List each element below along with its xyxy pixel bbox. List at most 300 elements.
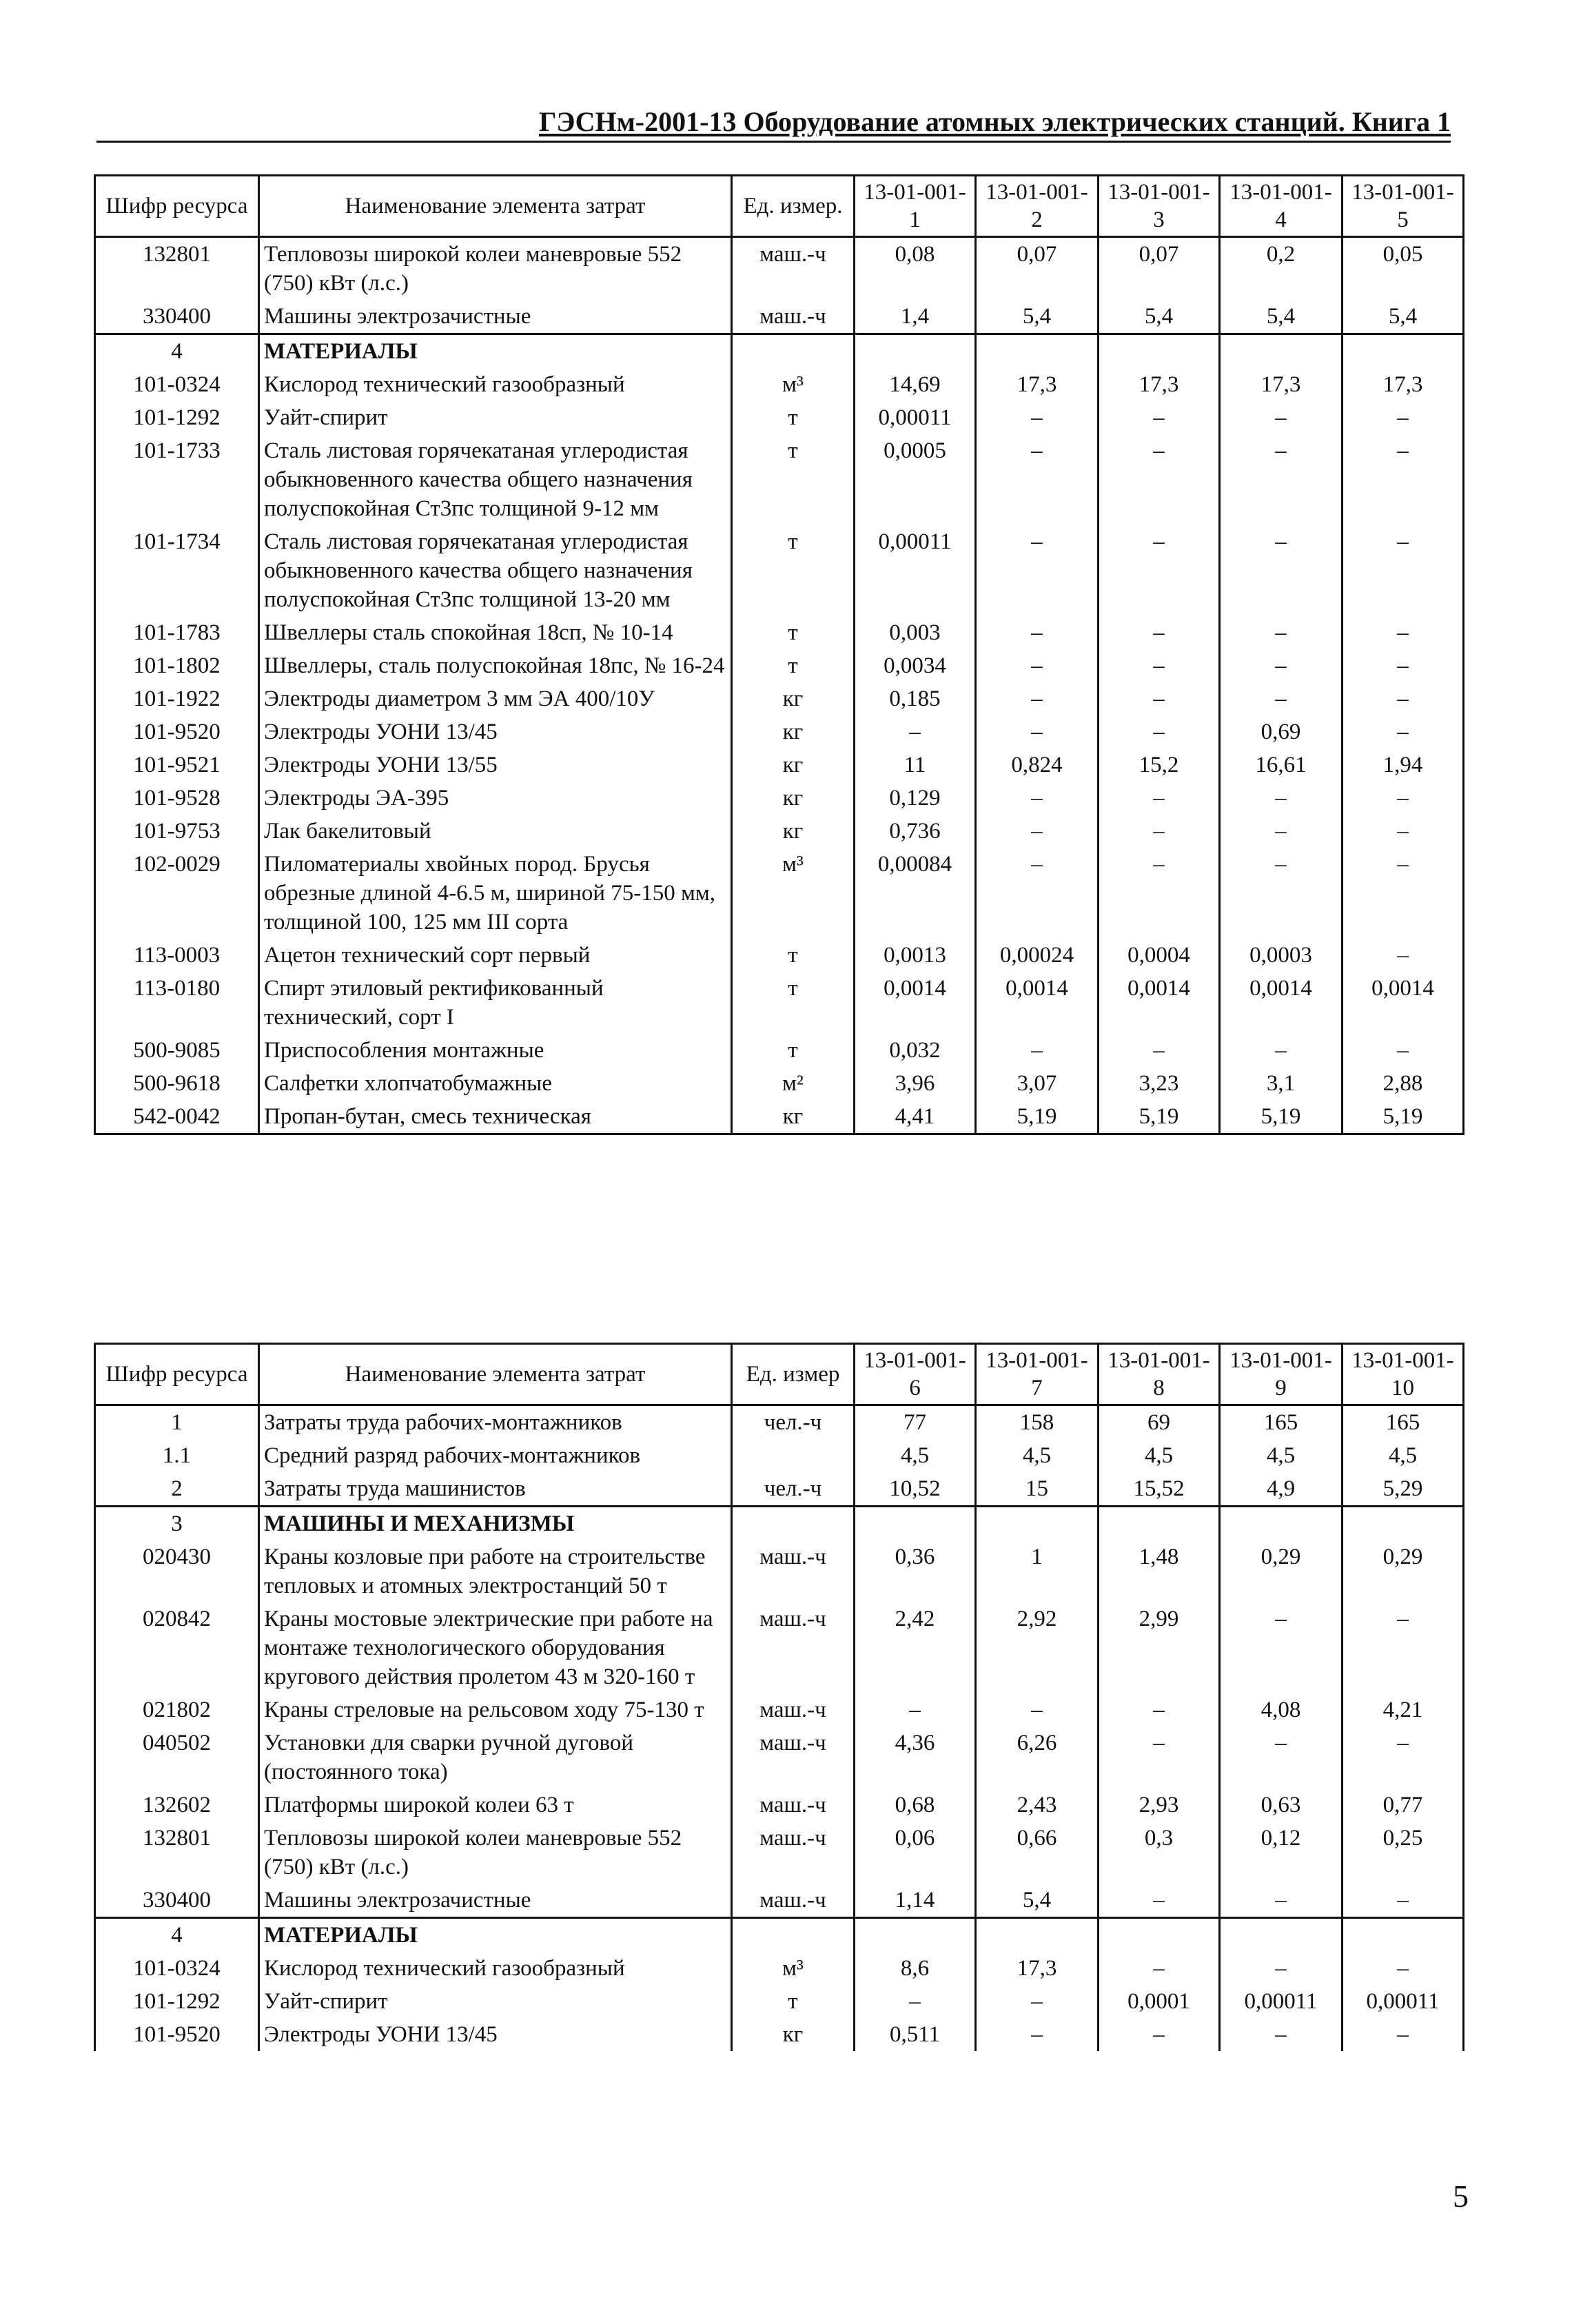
value-cell: 0,00011 (1220, 1985, 1343, 2018)
resource-code: 113-0180 (95, 972, 259, 1034)
unit-cell: т (732, 1985, 855, 2018)
value-cell: – (1099, 401, 1220, 434)
unit-cell: кг (732, 1100, 855, 1134)
resource-code: 101-1734 (95, 525, 259, 616)
header-col-8: 13-01-001-8 (1099, 1344, 1220, 1405)
resource-name: Платформы широкой колеи 63 т (264, 1793, 574, 1817)
resource-name: Электроды диаметром 3 мм ЭА 400/10У (264, 686, 655, 711)
value-cell: 10,52 (855, 1472, 976, 1507)
unit-cell: т (732, 972, 855, 1034)
value-cell: 3,1 (1220, 1067, 1343, 1100)
value-cell: – (976, 2018, 1099, 2051)
value-cell: – (1220, 782, 1343, 815)
value-cell: 0,0014 (855, 972, 976, 1034)
value-cell: 4,5 (1220, 1439, 1343, 1472)
table-row (95, 815, 1464, 848)
table-row (95, 1693, 1464, 1726)
header-col-10: 13-01-001-10 (1343, 1344, 1464, 1405)
value-cell: 4,5 (976, 1439, 1099, 1472)
value-cell: 4,5 (855, 1439, 976, 1472)
value-cell (1099, 1507, 1220, 1541)
value-cell: 0,12 (1220, 1822, 1343, 1884)
value-cell: – (1220, 1726, 1343, 1788)
value-cell: 1,4 (855, 300, 976, 334)
header-col-5: 13-01-001-5 (1343, 176, 1464, 237)
unit-cell: м³ (732, 1952, 855, 1985)
resource-name: Установки для сварки ручной дуговой (постоянного тока) (264, 1731, 634, 1784)
resource-code: 102-0029 (95, 848, 259, 939)
value-cell: – (1343, 525, 1464, 616)
resource-code: 132801 (95, 237, 259, 300)
value-cell: – (1099, 682, 1220, 715)
value-cell: 3,96 (855, 1067, 976, 1100)
unit-cell: маш.-ч (732, 1726, 855, 1788)
value-cell: 17,3 (1343, 368, 1464, 401)
value-cell: 4,5 (1099, 1439, 1220, 1472)
resource-code: 101-1783 (95, 616, 259, 649)
value-cell: 11 (855, 748, 976, 782)
value-cell (1220, 1507, 1343, 1541)
value-cell: 0,08 (855, 237, 976, 300)
value-cell: – (1343, 2018, 1464, 2051)
value-cell: 15,52 (1099, 1472, 1220, 1507)
resource-code: 3 (95, 1507, 259, 1541)
value-cell: 5,4 (976, 1884, 1099, 1918)
value-cell: 3,23 (1099, 1067, 1220, 1100)
value-cell: – (1343, 939, 1464, 972)
value-cell: – (976, 715, 1099, 748)
table-row (95, 1602, 1464, 1693)
resource-name: Тепловозы широкой колеи маневровые 552 (750) кВт (л.с.) (264, 1826, 682, 1879)
value-cell (855, 1507, 976, 1541)
value-cell: – (1099, 848, 1220, 939)
value-cell: 0,0014 (1343, 972, 1464, 1034)
resource-code: 101-9520 (95, 2018, 259, 2051)
resource-code: 2 (95, 1472, 259, 1507)
resource-name: Затраты труда рабочих-монтажников (264, 1410, 622, 1435)
resource-name: Ацетон технический сорт первый (264, 943, 591, 968)
resource-name: Швеллеры сталь спокойная 18сп, № 10-14 (264, 620, 673, 645)
value-cell: 0,00024 (976, 939, 1099, 972)
unit-cell: маш.-ч (732, 1540, 855, 1602)
value-cell: 2,88 (1343, 1067, 1464, 1100)
resource-code: 101-9520 (95, 715, 259, 748)
value-cell: – (976, 682, 1099, 715)
value-cell: – (1343, 682, 1464, 715)
value-cell: – (1099, 1693, 1220, 1726)
resource-code: 4 (95, 1918, 259, 1953)
section-row (95, 1918, 1464, 1953)
value-cell: – (1099, 782, 1220, 815)
unit-cell: маш.-ч (732, 1884, 855, 1918)
value-cell: 2,99 (1099, 1602, 1220, 1693)
resource-code: 101-9753 (95, 815, 259, 848)
header-col-4: 13-01-001-4 (1220, 176, 1343, 237)
value-cell: – (1343, 715, 1464, 748)
value-cell: 0,003 (855, 616, 976, 649)
resource-name: Сталь листовая горячекатаная углеродистая обыкновенного качества общего назначения полуспокойная Ст3пс толщиной 13-20 мм (264, 529, 693, 612)
resource-name: Салфетки хлопчатобумажные (264, 1071, 552, 1096)
value-cell: 0,0014 (1099, 972, 1220, 1034)
table-row (95, 715, 1464, 748)
resource-code: 101-9528 (95, 782, 259, 815)
value-cell: 5,4 (1099, 300, 1220, 334)
value-cell: – (1220, 401, 1343, 434)
value-cell: – (1220, 434, 1343, 525)
value-cell: 4,21 (1343, 1693, 1464, 1726)
unit-cell: т (732, 939, 855, 972)
resource-code: 4 (95, 334, 259, 369)
value-cell: – (1343, 1034, 1464, 1067)
unit-cell: кг (732, 715, 855, 748)
document-title: ГЭСНм-2001-13 Оборудование атомных электрических станций. Книга 1 (538, 106, 1451, 137)
value-cell: – (855, 1693, 976, 1726)
value-cell: – (1099, 525, 1220, 616)
value-cell: – (1099, 1884, 1220, 1918)
value-cell: 0,0014 (976, 972, 1099, 1034)
value-cell: 5,4 (1343, 300, 1464, 334)
resource-table-1 (94, 174, 1464, 1135)
value-cell: 0,00011 (855, 401, 976, 434)
value-cell: 0,07 (1099, 237, 1220, 300)
table-row (95, 649, 1464, 682)
table-row (95, 1540, 1464, 1602)
value-cell: 5,4 (1220, 300, 1343, 334)
table-row (95, 300, 1464, 334)
header-name: Наименование элемента затрат (259, 176, 732, 237)
value-cell: 77 (855, 1405, 976, 1440)
value-cell: 1 (976, 1540, 1099, 1602)
value-cell: 5,29 (1343, 1472, 1464, 1507)
value-cell: – (1099, 616, 1220, 649)
value-cell: – (855, 1985, 976, 2018)
value-cell: – (1343, 434, 1464, 525)
resource-name: Краны козловые при работе на строительстве тепловых и атомных электростанций 50 т (264, 1545, 706, 1598)
value-cell: 0,69 (1220, 715, 1343, 748)
table-row (95, 616, 1464, 649)
resource-table-2 (94, 1343, 1464, 2051)
value-cell: – (1220, 848, 1343, 939)
unit-cell: маш.-ч (732, 1693, 855, 1726)
value-cell (1099, 1918, 1220, 1953)
table-row (95, 434, 1464, 525)
value-cell: – (1220, 682, 1343, 715)
resource-name: Машины электрозачистные (264, 304, 531, 329)
resource-code: 040502 (95, 1726, 259, 1788)
resource-code: 542-0042 (95, 1100, 259, 1134)
value-cell: – (1343, 848, 1464, 939)
unit-cell (732, 1507, 855, 1541)
value-cell: 0,29 (1343, 1540, 1464, 1602)
resource-code: 101-0324 (95, 1952, 259, 1985)
value-cell: 0,63 (1220, 1788, 1343, 1822)
unit-cell (732, 1918, 855, 1953)
value-cell (855, 334, 976, 369)
resource-name: Краны мостовые электрические при работе на монтаже технологического оборудования кругового действия пролетом 43 м 320-160 т (264, 1607, 713, 1689)
resource-code: 101-1292 (95, 401, 259, 434)
value-cell (1220, 334, 1343, 369)
value-cell: 0,2 (1220, 237, 1343, 300)
header-col-6: 13-01-001-6 (855, 1344, 976, 1405)
value-cell: 17,3 (976, 1952, 1099, 1985)
value-cell: 1,94 (1343, 748, 1464, 782)
value-cell: – (976, 782, 1099, 815)
value-cell: 17,3 (976, 368, 1099, 401)
value-cell: 0,0003 (1220, 939, 1343, 972)
value-cell: 6,26 (976, 1726, 1099, 1788)
value-cell: 5,19 (1220, 1100, 1343, 1134)
header-code: Шифр ресурса (95, 1344, 259, 1405)
resource-code: 101-0324 (95, 368, 259, 401)
page-header (96, 106, 1451, 143)
value-cell (1343, 1507, 1464, 1541)
unit-cell: маш.-ч (732, 1822, 855, 1884)
resource-code: 500-9085 (95, 1034, 259, 1067)
table-row (95, 682, 1464, 715)
value-cell: – (1220, 1602, 1343, 1693)
value-cell: 5,4 (976, 300, 1099, 334)
header-col-2: 13-01-001-2 (976, 176, 1099, 237)
value-cell: – (1220, 1952, 1343, 1985)
value-cell: 17,3 (1099, 368, 1220, 401)
header-code: Шифр ресурса (95, 176, 259, 237)
value-cell: 69 (1099, 1405, 1220, 1440)
unit-cell: м² (732, 1067, 855, 1100)
resource-code: 1 (95, 1405, 259, 1440)
value-cell: 0,185 (855, 682, 976, 715)
table-row (95, 1822, 1464, 1884)
value-cell: 0,00084 (855, 848, 976, 939)
value-cell: – (1220, 1884, 1343, 1918)
resource-name: Кислород технический газообразный (264, 372, 625, 397)
value-cell: 0,25 (1343, 1822, 1464, 1884)
resource-code: 021802 (95, 1693, 259, 1726)
value-cell: 0,66 (976, 1822, 1099, 1884)
header-unit: Ед. измер. (732, 176, 855, 237)
resource-name: Уайт-спирит (264, 405, 388, 430)
value-cell: 0,05 (1343, 237, 1464, 300)
unit-cell: маш.-ч (732, 1602, 855, 1693)
table-row (95, 939, 1464, 972)
value-cell: – (1343, 649, 1464, 682)
value-cell: 5,19 (1099, 1100, 1220, 1134)
resource-name: Уайт-спирит (264, 1989, 388, 2014)
resource-name: Средний разряд рабочих-монтажников (264, 1443, 641, 1468)
resource-name: Затраты труда машинистов (264, 1476, 526, 1501)
value-cell: – (976, 1693, 1099, 1726)
value-cell (1099, 334, 1220, 369)
unit-cell: т (732, 616, 855, 649)
table-row (95, 1472, 1464, 1507)
unit-cell: чел.-ч (732, 1405, 855, 1440)
value-cell: 0,0014 (1220, 972, 1343, 1034)
table-row (95, 2018, 1464, 2051)
value-cell: 8,6 (855, 1952, 976, 1985)
value-cell: – (976, 525, 1099, 616)
value-cell: 0,032 (855, 1034, 976, 1067)
page-number: 5 (1453, 2179, 1469, 2214)
unit-cell: кг (732, 782, 855, 815)
value-cell: – (1099, 1952, 1220, 1985)
table-header-row (95, 176, 1464, 237)
value-cell: – (1099, 434, 1220, 525)
value-cell: 4,08 (1220, 1693, 1343, 1726)
resource-name: Электроды ЭА-395 (264, 786, 449, 811)
header-col-3: 13-01-001-3 (1099, 176, 1220, 237)
resource-name: Краны стреловые на рельсовом ходу 75-130 т (264, 1698, 704, 1722)
value-cell (976, 334, 1099, 369)
resource-name: Лак бакелитовый (264, 819, 431, 844)
value-cell (976, 1918, 1099, 1953)
value-cell: 0,0013 (855, 939, 976, 972)
table-row (95, 1884, 1464, 1918)
value-cell: – (1343, 1602, 1464, 1693)
header-col-9: 13-01-001-9 (1220, 1344, 1343, 1405)
value-cell (855, 1918, 976, 1953)
resource-name: Тепловозы широкой колеи маневровые 552 (750) кВт (л.с.) (264, 242, 682, 296)
resource-code: 132602 (95, 1788, 259, 1822)
value-cell: – (1220, 2018, 1343, 2051)
value-cell: – (855, 715, 976, 748)
value-cell: – (1343, 782, 1464, 815)
resource-name: МАТЕРИАЛЫ (259, 1918, 732, 1953)
value-cell: 4,5 (1343, 1439, 1464, 1472)
value-cell: 1,48 (1099, 1540, 1220, 1602)
value-cell (976, 1507, 1099, 1541)
table-row (95, 972, 1464, 1034)
value-cell: – (976, 434, 1099, 525)
value-cell: 0,0001 (1099, 1985, 1220, 2018)
value-cell: 5,19 (1343, 1100, 1464, 1134)
table-row (95, 1067, 1464, 1100)
value-cell: 0,0034 (855, 649, 976, 682)
unit-cell: т (732, 525, 855, 616)
value-cell: – (1099, 715, 1220, 748)
resource-name: МАТЕРИАЛЫ (259, 334, 732, 369)
unit-cell (732, 1439, 855, 1472)
unit-cell: чел.-ч (732, 1472, 855, 1507)
unit-cell: м³ (732, 848, 855, 939)
value-cell: – (976, 815, 1099, 848)
header-name: Наименование элемента затрат (259, 1344, 732, 1405)
table-row (95, 1100, 1464, 1134)
header-unit: Ед. измер (732, 1344, 855, 1405)
section-row (95, 1507, 1464, 1541)
value-cell: – (976, 848, 1099, 939)
header-col-1: 13-01-001-1 (855, 176, 976, 237)
table-row (95, 525, 1464, 616)
table-row (95, 1034, 1464, 1067)
value-cell: – (1099, 1034, 1220, 1067)
resource-code: 1.1 (95, 1439, 259, 1472)
value-cell: – (976, 1985, 1099, 2018)
value-cell: 15 (976, 1472, 1099, 1507)
value-cell: 0,00011 (1343, 1985, 1464, 2018)
unit-cell: т (732, 1034, 855, 1067)
resource-name: Кислород технический газообразный (264, 1956, 625, 1981)
table-row (95, 237, 1464, 300)
resource-name: Швеллеры, сталь полуспокойная 18пс, № 16-24 (264, 653, 725, 678)
value-cell: 15,2 (1099, 748, 1220, 782)
table-row (95, 782, 1464, 815)
unit-cell: м³ (732, 368, 855, 401)
value-cell: – (976, 1034, 1099, 1067)
unit-cell: маш.-ч (732, 1788, 855, 1822)
value-cell: – (1099, 2018, 1220, 2051)
resource-code: 101-1292 (95, 1985, 259, 2018)
value-cell: – (1099, 1726, 1220, 1788)
unit-cell: маш.-ч (732, 300, 855, 334)
table-row (95, 1439, 1464, 1472)
value-cell: 4,41 (855, 1100, 976, 1134)
value-cell (1343, 334, 1464, 369)
table-row (95, 848, 1464, 939)
table-row (95, 1985, 1464, 2018)
value-cell: – (1099, 649, 1220, 682)
unit-cell (732, 334, 855, 369)
table-row (95, 368, 1464, 401)
table-row (95, 401, 1464, 434)
resource-code: 330400 (95, 1884, 259, 1918)
table-row (95, 748, 1464, 782)
resource-name: Приспособления монтажные (264, 1038, 544, 1063)
value-cell: – (1343, 1884, 1464, 1918)
value-cell: 2,92 (976, 1602, 1099, 1693)
value-cell: 0,77 (1343, 1788, 1464, 1822)
resource-name: МАШИНЫ И МЕХАНИЗМЫ (259, 1507, 732, 1541)
value-cell: 0,824 (976, 748, 1099, 782)
resource-name: Сталь листовая горячекатаная углеродистая обыкновенного качества общего назначения полуспокойная Ст3пс толщиной 9-12 мм (264, 438, 693, 521)
value-cell (1220, 1918, 1343, 1953)
unit-cell: т (732, 434, 855, 525)
value-cell: 0,06 (855, 1822, 976, 1884)
resource-name: Электроды УОНИ 13/55 (264, 753, 498, 777)
unit-cell: кг (732, 2018, 855, 2051)
resource-name: Пропан-бутан, смесь техническая (259, 1100, 732, 1134)
value-cell: 16,61 (1220, 748, 1343, 782)
resource-code: 101-1733 (95, 434, 259, 525)
resource-name: Машины электрозачистные (264, 1888, 531, 1913)
value-cell: 0,07 (976, 237, 1099, 300)
section-row (95, 334, 1464, 369)
value-cell: – (976, 616, 1099, 649)
value-cell: – (1220, 649, 1343, 682)
resource-code: 101-9521 (95, 748, 259, 782)
value-cell: – (1099, 815, 1220, 848)
value-cell: 0,0005 (855, 434, 976, 525)
resource-code: 330400 (95, 300, 259, 334)
unit-cell: кг (732, 748, 855, 782)
resource-code: 132801 (95, 1822, 259, 1884)
value-cell: 0,736 (855, 815, 976, 848)
value-cell: 0,0004 (1099, 939, 1220, 972)
value-cell: 1,14 (855, 1884, 976, 1918)
value-cell: 4,36 (855, 1726, 976, 1788)
value-cell: 165 (1343, 1405, 1464, 1440)
value-cell: 0,3 (1099, 1822, 1220, 1884)
value-cell: 158 (976, 1405, 1099, 1440)
unit-cell: т (732, 649, 855, 682)
value-cell: 14,69 (855, 368, 976, 401)
value-cell: 2,42 (855, 1602, 976, 1693)
value-cell: – (1220, 1034, 1343, 1067)
resource-name: Электроды УОНИ 13/45 (264, 720, 498, 744)
value-cell: 0,129 (855, 782, 976, 815)
value-cell: 2,43 (976, 1788, 1099, 1822)
table-row (95, 1405, 1464, 1440)
value-cell: 0,68 (855, 1788, 976, 1822)
table-row (95, 1952, 1464, 1985)
